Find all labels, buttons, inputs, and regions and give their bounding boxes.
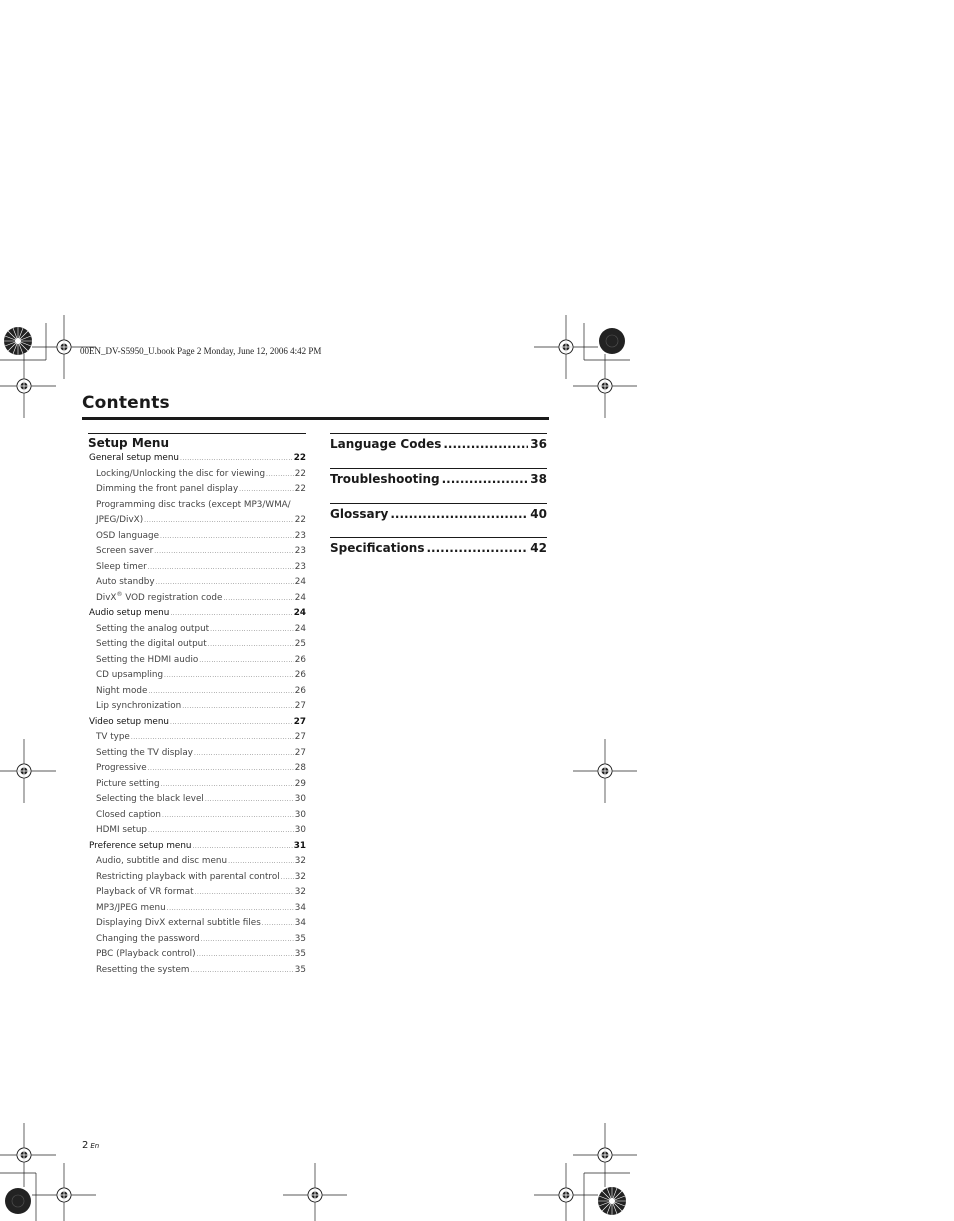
leader-dots	[262, 916, 294, 932]
entry-page: 24	[294, 592, 306, 603]
toc-entry[interactable]	[89, 808, 306, 824]
entry-page: 22	[293, 453, 306, 463]
entry-page: 30	[294, 825, 306, 835]
page-number	[82, 1140, 99, 1151]
entry-label	[96, 932, 200, 948]
entry-label	[96, 730, 130, 746]
toc-section-entry[interactable]	[89, 715, 306, 731]
leader-dots	[228, 854, 294, 870]
entry-label	[96, 746, 193, 762]
entry-page: 28	[294, 763, 306, 773]
entry-label	[96, 963, 189, 979]
toc-entry[interactable]	[89, 498, 306, 514]
toc-section-entry[interactable]	[89, 839, 306, 855]
toc-entry-specifications[interactable]	[330, 537, 547, 556]
entry-label: Glossary	[330, 507, 389, 521]
leader-dots	[170, 606, 292, 622]
leader-dots	[210, 622, 294, 638]
entry-label-text: Auto standby	[96, 577, 155, 587]
toc-entry[interactable]	[89, 870, 306, 886]
entry-label-tail: VOD registration code	[122, 592, 223, 603]
entry-label	[96, 808, 161, 824]
entry-page: 32	[294, 887, 306, 897]
leader-dots	[239, 482, 294, 498]
entry-label: Specifications	[330, 541, 425, 555]
leader-dots	[266, 467, 294, 483]
entry-label-text: Selecting the black level	[96, 794, 204, 804]
entry-page: 30	[294, 809, 306, 820]
entry-label-text: Video setup menu	[89, 716, 169, 727]
entry-page: 27	[294, 747, 306, 758]
entry-label-text: Setting the HDMI audio	[96, 654, 199, 665]
toc-entry[interactable]	[89, 761, 306, 777]
toc-entry[interactable]	[89, 622, 306, 638]
entry-label: Troubleshooting	[330, 472, 440, 486]
entry-page: 32	[294, 871, 306, 882]
toc-entry[interactable]	[89, 560, 306, 576]
entry-label-text: TV type	[96, 732, 130, 742]
leader-dots	[194, 746, 294, 762]
leader-dots	[190, 963, 293, 979]
toc-entry[interactable]	[89, 637, 306, 653]
page-language: En	[90, 1142, 100, 1150]
file-info-header: 00EN_DV-S5950_U.book Page 2 Monday, June 12, 2006 4:42 PM	[80, 346, 322, 356]
toc-entry[interactable]	[89, 792, 306, 808]
entry-page: 23	[294, 561, 306, 572]
leader-dots	[208, 637, 294, 653]
entry-label	[96, 653, 198, 669]
entry-label-text: Restricting playback with parental control	[96, 871, 280, 882]
entry-page: 35	[294, 949, 306, 959]
leader-dots	[148, 761, 294, 777]
entry-page: 38	[530, 472, 547, 486]
entry-label	[96, 870, 280, 886]
entry-label	[96, 482, 238, 498]
entry-label-text: Displaying DivX external subtitle files	[96, 918, 261, 928]
toc-entry[interactable]	[89, 591, 306, 607]
entry-label-text: Screen saver	[96, 546, 154, 556]
toc-section-entry[interactable]	[89, 606, 306, 622]
entry-page: 40	[530, 507, 547, 521]
toc-entry[interactable]	[89, 823, 306, 839]
entry-page: 27	[294, 732, 306, 742]
entry-label	[96, 761, 147, 777]
leader-dots	[167, 901, 294, 917]
entry-label-text: Setting the TV display	[96, 747, 193, 758]
entry-label-text: Programming disc tracks (except MP3/WMA/	[96, 499, 291, 510]
toc-entry[interactable]	[89, 482, 306, 498]
toc-entry[interactable]	[89, 777, 306, 793]
leader-dots	[144, 513, 294, 529]
entry-page: 34	[294, 918, 306, 928]
entry-label-text: Dimming the front panel display	[96, 484, 239, 494]
entry-page: 22	[294, 515, 306, 525]
entry-label-text: Setting the digital output	[96, 639, 207, 649]
leader-dots	[390, 506, 528, 522]
entry-label-text: Audio setup menu	[89, 608, 170, 618]
leader-dots	[180, 451, 293, 467]
toc-entry[interactable]	[89, 947, 306, 963]
toc-entry-glossary[interactable]	[330, 503, 547, 522]
entry-label	[96, 916, 261, 932]
entry-label-text: Resetting the system	[96, 964, 190, 975]
entry-label-text: Changing the password	[96, 933, 200, 944]
entry-label	[96, 513, 143, 529]
leader-dots	[148, 560, 294, 576]
entry-label	[96, 498, 291, 514]
leader-dots	[164, 668, 294, 684]
entry-label	[96, 544, 153, 560]
entry-label-text: DivX	[96, 592, 117, 603]
entry-label	[96, 684, 147, 700]
entry-page: 31	[293, 840, 306, 851]
registered-mark: ®	[116, 590, 123, 598]
entry-page: 23	[294, 546, 306, 556]
entry-page: 26	[294, 654, 306, 665]
entry-label	[89, 606, 169, 622]
entry-label	[96, 591, 222, 607]
toc-entry[interactable]	[89, 575, 306, 591]
entry-page: 29	[294, 778, 306, 789]
entry-label-text: Preference setup menu	[89, 840, 192, 851]
entry-label-text: Sleep timer	[96, 561, 147, 572]
entry-label	[96, 777, 160, 793]
entry-label	[96, 529, 159, 545]
leader-dots	[201, 932, 294, 948]
entry-label-text: CD upsampling	[96, 670, 164, 680]
toc-entry-troubleshooting[interactable]	[330, 468, 547, 487]
leader-dots	[162, 808, 294, 824]
entry-page: 30	[294, 794, 306, 804]
entry-page: 24	[293, 608, 306, 618]
toc-entry[interactable]	[89, 529, 306, 545]
toc-entry[interactable]	[89, 699, 306, 715]
entry-page: 42	[530, 541, 547, 555]
entry-label-text: Progressive	[96, 763, 147, 773]
leader-dots	[156, 575, 294, 591]
toc-entry[interactable]	[89, 901, 306, 917]
entry-label: Language Codes	[330, 437, 442, 451]
entry-label-text: Setting the analog output	[96, 623, 210, 634]
entry-page: 27	[293, 716, 306, 727]
leader-dots	[426, 540, 528, 556]
entry-label-text: MP3/JPEG menu	[96, 902, 166, 913]
toc-entry[interactable]	[89, 544, 306, 560]
entry-label	[96, 637, 207, 653]
toc-entry[interactable]	[89, 854, 306, 870]
entry-label	[96, 854, 227, 870]
entry-label-text: Closed caption	[96, 809, 162, 820]
toc-entry[interactable]	[89, 653, 306, 669]
toc-entry[interactable]	[89, 684, 306, 700]
entry-label-text: General setup menu	[89, 453, 179, 463]
entry-label-text: Playback of VR format	[96, 887, 194, 897]
toc-entry-list	[89, 451, 306, 978]
leader-dots	[443, 436, 528, 452]
leader-dots	[223, 591, 293, 607]
entry-label-text: Locking/Unlocking the disc for viewing	[96, 468, 266, 479]
entry-page: 35	[294, 964, 306, 975]
entry-page: 26	[294, 670, 306, 680]
leader-dots	[442, 471, 529, 487]
entry-label	[96, 823, 147, 839]
entry-label	[96, 575, 155, 591]
leader-dots	[131, 730, 294, 746]
toc-entry[interactable]	[89, 916, 306, 932]
toc-entry[interactable]	[89, 746, 306, 762]
entry-label	[96, 699, 181, 715]
entry-label	[96, 792, 204, 808]
toc-entry[interactable]	[89, 668, 306, 684]
entry-label	[96, 668, 163, 684]
toc-entry[interactable]	[89, 730, 306, 746]
entry-page: 26	[294, 685, 306, 696]
entry-label	[89, 715, 169, 731]
entry-label	[89, 451, 179, 467]
entry-label-text: Lip synchronization	[96, 701, 182, 711]
leader-dots	[192, 839, 292, 855]
entry-label	[96, 947, 196, 963]
leader-dots	[205, 792, 294, 808]
leader-dots	[170, 715, 293, 731]
entry-page: 36	[530, 437, 547, 451]
entry-label-text: Night mode	[96, 685, 148, 696]
entry-label-text: OSD language	[96, 530, 160, 541]
entry-label-text: JPEG/DivX)	[96, 515, 144, 525]
leader-dots	[160, 529, 294, 545]
toc-entry-language-codes[interactable]	[330, 433, 547, 452]
page-number-value: 2	[82, 1140, 89, 1151]
entry-label	[96, 467, 265, 483]
toc-entry[interactable]	[89, 963, 306, 979]
section-heading-setup-menu: Setup Menu	[88, 433, 306, 451]
entry-page: 24	[294, 623, 306, 634]
entry-label-text: HDMI setup	[96, 825, 147, 835]
entry-page: 32	[294, 856, 306, 866]
entry-page: 22	[294, 468, 306, 479]
leader-dots	[148, 684, 293, 700]
entry-label	[89, 839, 191, 855]
entry-page: 35	[294, 933, 306, 944]
leader-dots	[199, 653, 294, 669]
leader-dots	[161, 777, 294, 793]
leader-dots	[281, 870, 294, 886]
entry-label-text: Audio, subtitle and disc menu	[96, 856, 228, 866]
entry-page: 23	[294, 530, 306, 541]
leader-dots	[154, 544, 294, 560]
entry-label-text: Picture setting	[96, 778, 160, 789]
entry-label	[96, 622, 209, 638]
entry-page: 25	[294, 639, 306, 649]
entry-page: 34	[294, 902, 306, 913]
leader-dots	[197, 947, 294, 963]
setup-menu-column	[89, 433, 306, 978]
toc-entry[interactable]	[89, 467, 306, 483]
title-rule	[82, 417, 549, 420]
toc-entry[interactable]	[89, 513, 306, 529]
toc-entry[interactable]	[89, 932, 306, 948]
entry-page: 27	[294, 701, 306, 711]
page-title: Contents	[82, 393, 170, 413]
registration-star-top-left	[4, 327, 32, 355]
entry-label	[96, 885, 194, 901]
entry-page: 22	[294, 484, 306, 494]
leader-dots	[195, 885, 294, 901]
entry-label	[96, 901, 166, 917]
leader-dots	[182, 699, 294, 715]
toc-section-entry[interactable]	[89, 451, 306, 467]
toc-entry[interactable]	[89, 885, 306, 901]
entry-label	[96, 560, 147, 576]
leader-dots	[148, 823, 294, 839]
entry-label-text: PBC (Playback control)	[96, 949, 196, 959]
entry-page: 24	[294, 577, 306, 587]
